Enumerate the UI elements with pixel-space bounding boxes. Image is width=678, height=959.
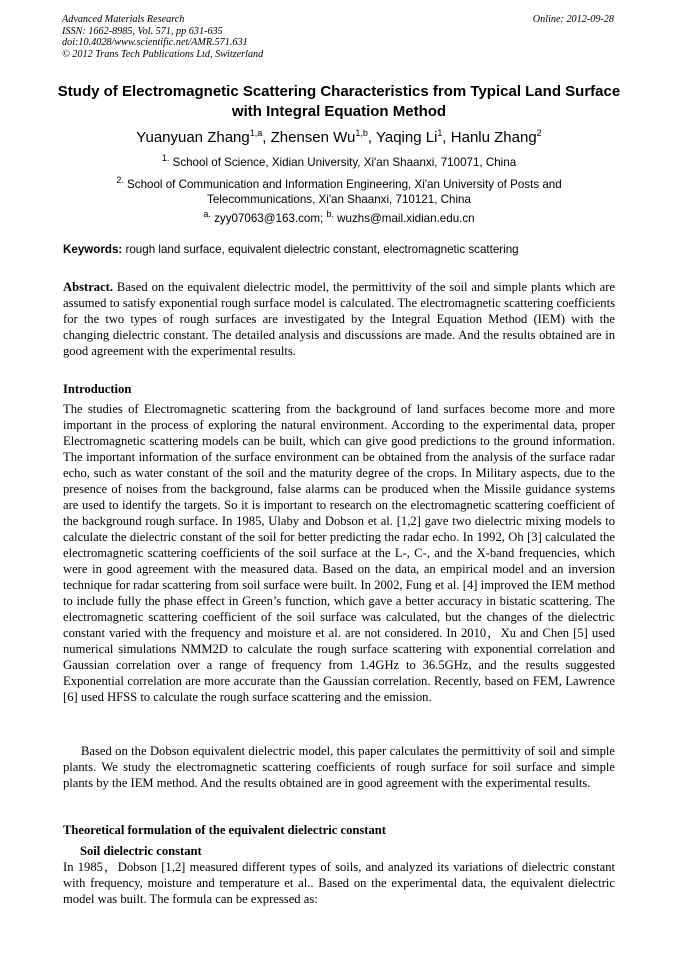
journal-header: [62, 14, 263, 61]
email-b[interactable]: wuzhs@mail.xidian.edu.cn: [333, 211, 475, 225]
affiliation-text: School of Science, Xidian University, Xi'an Shaanxi, 710071, China: [169, 155, 517, 169]
affiliation-2: [80, 173, 598, 207]
email-line: [80, 207, 598, 226]
soil-paragraph: In 1985，Dobson [1,2] measured different types of soils, and analyzed its variations of dielectric constant with frequency, moisture and temperature et al.. Based on the experimental data, the equivalent dielectric model was built. The formula can be expressed as:: [63, 860, 615, 906]
section-heading-introduction: Introduction: [63, 382, 132, 396]
keywords: [63, 242, 615, 257]
paper-title: Study of Electromagnetic Scattering Characteristics from Typical Land Surface with Integral Equation Method: [57, 83, 621, 120]
author-separator: ,: [262, 129, 271, 146]
journal-name: Advanced Materials Research: [62, 14, 185, 25]
subsection-heading-soil: Soil dielectric constant: [80, 844, 202, 858]
author-separator: ,: [367, 129, 376, 146]
introduction-paragraph-2: Based on the Dobson equivalent dielectric model, this paper calculates the permittivity of soil and simple plants. We study the electromagnetic scattering coefficients of rough surface for soil surface and simple plants by the IEM method. And the results obtained are in good agreement with the experimental results.: [63, 744, 615, 790]
email-marker: b.: [326, 209, 334, 219]
affiliation-marker: 1.: [161, 153, 170, 163]
author-list: [50, 124, 628, 147]
keywords-text: rough land surface, equivalent dielectric constant, electromagnetic scattering: [122, 243, 519, 256]
affiliation-marker: 2.: [116, 175, 124, 185]
author-name: Zhensen Wu: [270, 129, 356, 146]
affiliation-text: School of Communication and Information Engineering, Xi'an University of Posts and Telecommunications, Xi'an Shaanxi, 710121, China: [123, 177, 562, 206]
author-name: Yuanyuan Zhang: [136, 129, 250, 146]
abstract: [63, 279, 615, 359]
author-name: Yaqing Li: [375, 129, 438, 146]
journal-copyright: © 2012 Trans Tech Publications Ltd, Switzerland: [62, 49, 264, 61]
keywords-label: Keywords:: [63, 243, 123, 256]
journal-issn: ISSN: 1662-8985, Vol. 571, pp 631-635: [62, 25, 223, 37]
journal-doi[interactable]: doi:10.4028/www.scientific.net/AMR.571.631: [62, 37, 248, 49]
author-affiliation-marker: 2: [536, 128, 542, 138]
author-affiliation-marker: 1: [437, 128, 443, 138]
email-marker: a.: [203, 209, 211, 219]
author-affiliation-marker: 1,b: [355, 128, 368, 138]
online-date: Online: 2012-09-28: [532, 14, 614, 25]
author-affiliation-marker: 1,a: [249, 128, 263, 138]
introduction-paragraph-1: The studies of Electromagnetic scattering from the background of land surfaces become more and more important in the process of exploring the natural environment. According to the experimental data, proper Electromagnetic scattering models can be built, which can give good predictions to the ground information. The important information of the surface environment can be obtained from the analysis of the surface radar echo, such as water constant of the soil and the maturity degree of the crops. In Military aspects, due to the presence of noises from the background, false alarms can be produced when the Missile guidance systems are used to identify the targets. So it is important to research on the electromagnetic scattering coefficient of the background rough surface. In 1985, Ulaby and Dobson et al. [1,2] gave two dielectric mixing models to calculate the dielectric constant of the soil for better predicting the radar echo. In 1992, Oh [3] calculated the electromagnetic scattering coefficients of the soil surface at the L-, C-, and the X-band frequencies, which were in good agreement with the measured data. Based on the data, an empirical model and an inversion technique for radar scattering from soil surface were built. In 2002, Fung et al. [4] improved the IEM method to include fully the phase effect in Green’s function, which gave a better accuracy in bistatic scattering. The electromagnetic scattering coefficient of the soil surface was calculated, but the changes of the dielectric constant varied with the frequency and moisture et al. are not considered. In 2010，Xu and Chen [5] used numerical simulations NMM2D to calculate the rough surface scattering with exponential correlation and Gaussian correlation over a range of frequency from 1.4GHz to 36.5GHz, and the results suggested Exponential correlation are more accurate than the Gaussian correlation. Recently, based on FEM, Lawrence [6] used HFSS to calculate the rough surface scattering and the emission.: [63, 402, 615, 704]
affiliation-1: [80, 151, 598, 170]
author-separator: ,: [442, 129, 451, 146]
section-heading-theory: Theoretical formulation of the equivalent dielectric constant: [63, 823, 386, 837]
abstract-label: Abstract.: [63, 280, 114, 294]
abstract-text: Based on the equivalent dielectric model, the permittivity of the soil and simple plants which are assumed to satisfy exponential rough surface model is calculated. The electromagnetic scattering coefficients for the two types of rough surfaces are investigated by the Integral Equation Method (IEM) with the changing dielectric constant. The detailed analysis and discussions are made. And the results obtained are in good agreement with the experimental results.: [63, 280, 615, 358]
email-a[interactable]: zyy07063@163.com;: [210, 211, 327, 225]
author-name: Hanlu Zhang: [450, 129, 537, 146]
